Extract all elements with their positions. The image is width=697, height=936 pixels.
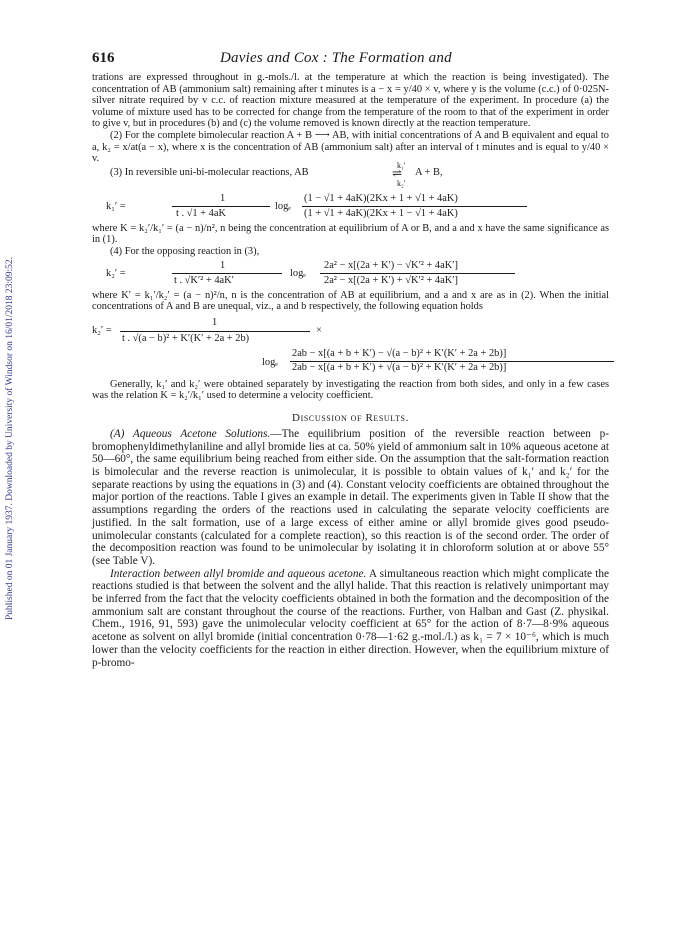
eq1-log: logₑ <box>275 200 291 212</box>
equation-k2-unequal <box>92 315 609 373</box>
equation-k1 <box>92 193 609 221</box>
reaction-products: A + B, <box>415 166 443 178</box>
eq2-coef-num: 1 <box>220 259 226 271</box>
opposing-reaction-label: (4) For the opposing reaction in (3), <box>110 245 260 257</box>
eq1-coef-line <box>172 206 270 207</box>
eq3-lhs: k₂′ = <box>92 324 112 336</box>
eq2-coef-den: t . √K′² + 4aK′ <box>174 274 234 286</box>
page-number: 616 <box>92 50 115 66</box>
eq1-coef-den: t . √1 + 4aK <box>176 207 226 219</box>
eq1-fraction-line <box>302 206 527 207</box>
rate-constant-backward: k₂′ <box>397 178 406 188</box>
eq2-numerator: 2a² − x[(2a + K′) − √K′² + 4aK′] <box>324 259 458 271</box>
equation-k2 <box>92 260 609 288</box>
download-watermark: Published on 01 January 1937. Downloaded by University of Windsor on 16/01/2018 23:09:52. <box>5 256 15 620</box>
reversible-reaction-line <box>92 160 609 191</box>
eq2-coef-line <box>172 273 282 274</box>
section-title: Discussion of Results. <box>292 411 409 424</box>
allyl-bromide-heading: Interaction between allyl bromide and aqueous acetone. <box>110 567 367 580</box>
allyl-bromide-paragraph <box>92 568 609 670</box>
unequal-concentration-paragraph: where K′ = k₁′/k₂′ = (a − n)²/n, n is the concentration of AB at equilibrium, and a and x are as in (2). When the initial concentrations of A and B are unequal, viz., a and b respectively, the following equation holds <box>92 289 609 313</box>
aqueous-acetone-heading: (A) Aqueous Acetone Solutions. <box>110 427 271 440</box>
eq3-coef-num: 1 <box>212 316 218 328</box>
eq1-lhs: k₁′ = <box>106 200 126 212</box>
eq2-lhs: k₂′ = <box>106 267 126 279</box>
allyl-bromide-body: A simultaneous reaction which might complicate the reactions studied is that between the solvent and the allyl halide. That this reaction is relatively unimportant may be inferred from the fact that the velocity coefficients obtained in both the formation and the decomposition of the ammonium salt are constant throughout the course of the reactions. Further, von Halban and Gast (Z. physikal. Chem., 1916, 91, 593) gave the unimolecular velocity coefficient at 65° for the action of 8·7—8·9% aqueous acetone as solvent on allyl bromide (initial concentration 0·78—1·62 g.-mol./l.) as k₁ = 7 × 10⁻⁶, which is much lower than the velocity coefficients for the reaction in either direction. However, when the equilibrium mixture of p-bromo- <box>92 567 609 669</box>
journal-page <box>92 50 609 669</box>
rate-constant-forward: k₁′ <box>397 160 406 170</box>
aqueous-acetone-body: —The equilibrium position of the reversible reaction between p-bromophenyldimethylaniline and allyl bromide lies at ca. 50% yield of ammonium salt in 10% aqueous acetone at 50—60°, the same equilibrium being reached from either side. On the assumption that the salt-formation reaction is bimolecular and the reverse reaction is unimolecular, it is possible to obtain values of k₁′ and k₂′ for the separate reactions by using the equations in (3) and (4). Constant velocity coefficients are obtained throughout the major portion of the reactions. Table I gives an example in detail. The experiments given in Table II show that the assumptions regarding the orders of the reactions used in calculating the separate velocity coefficients are justified. In the salt formation, use of a large excess of either amine or allyl bromide gives good pseudo-unimolecular constants (calculated for a complete reaction), so this reaction is of the second order. The order of the decomposition reaction was found to be unimolecular by isolating it in chloroform solution at or above 55° (see Table V). <box>92 427 610 567</box>
running-head <box>92 50 609 72</box>
eq2-log: logₑ <box>290 267 306 279</box>
eq3-numerator: 2ab − x[(a + b + K′) − √(a − b)² + K′(K′ + 2a + 2b)] <box>292 347 507 359</box>
eq1-coef-num: 1 <box>220 192 226 204</box>
aqueous-acetone-paragraph <box>92 428 609 568</box>
discussion-text <box>92 428 609 669</box>
reversible-reaction-label: (3) In reversible uni-bi-molecular reactions, AB <box>110 166 309 178</box>
eq2-fraction-line <box>320 273 515 274</box>
bimolecular-paragraph: (2) For the complete bimolecular reaction A + B ⟶ AB, with initial concentrations of A and B equivalent and equal to a, k₂ = x/at(a − x), where x is the concentration of AB (ammonium salt) after an interval of t minutes and is equal to y/40 × v. <box>92 129 609 165</box>
eq1-denominator: (1 + √1 + 4aK)(2Kx + 1 − √1 + 4aK) <box>304 207 458 219</box>
eq3-denominator: 2ab − x[(a + b + K′) + √(a − b)² + K′(K′ + 2a + 2b)] <box>292 361 507 373</box>
eq1-numerator: (1 − √1 + 4aK)(2Kx + 1 + √1 + 4aK) <box>304 192 458 204</box>
generally-paragraph: Generally, k₁′ and k₂′ were obtained separately by investigating the reaction from both sides, and only in a few cases was the relation K = k₂′/k₁′ used to determine a velocity coefficient. <box>92 378 609 402</box>
eq3-coef-line <box>120 331 310 332</box>
running-title: Davies and Cox : The Formation and <box>220 50 452 66</box>
methods-text <box>92 72 609 402</box>
eq3-times: × <box>316 324 322 336</box>
eq3-coef-den: t . √(a − b)² + K′(K′ + 2a + 2b) <box>122 332 250 344</box>
equilibrium-constant-paragraph: where K = k₂′/k₁′ = (a − n)/n², n being the concentration at equilibrium of A or B, and a and x have the same significance as in (1). <box>92 222 609 246</box>
concentration-paragraph: trations are expressed throughout in g.-mols./l. at the temperature at which the reaction is being investigated). The concentration of AB (ammonium salt) remaining after t minutes is a − x = y/40 × v, where y is the volume (c.c.) of 0·025N-silver nitrate required by v c.c. of reaction mixture measured at the temperature of the experiment. In procedure (a) the volume of mixture used has to be corrected for change from the temperature of the room to that of the experiment in order to give v, but in procedures (b) and (c) the volume removed is known directly at the reaction temperature. <box>92 72 609 130</box>
eq2-denominator: 2a² − x[(2a + K′) + √K′² + 4aK′] <box>324 274 458 286</box>
eq3-log: logₑ <box>262 356 278 368</box>
equilibrium-arrows: ⇌ <box>392 165 403 180</box>
